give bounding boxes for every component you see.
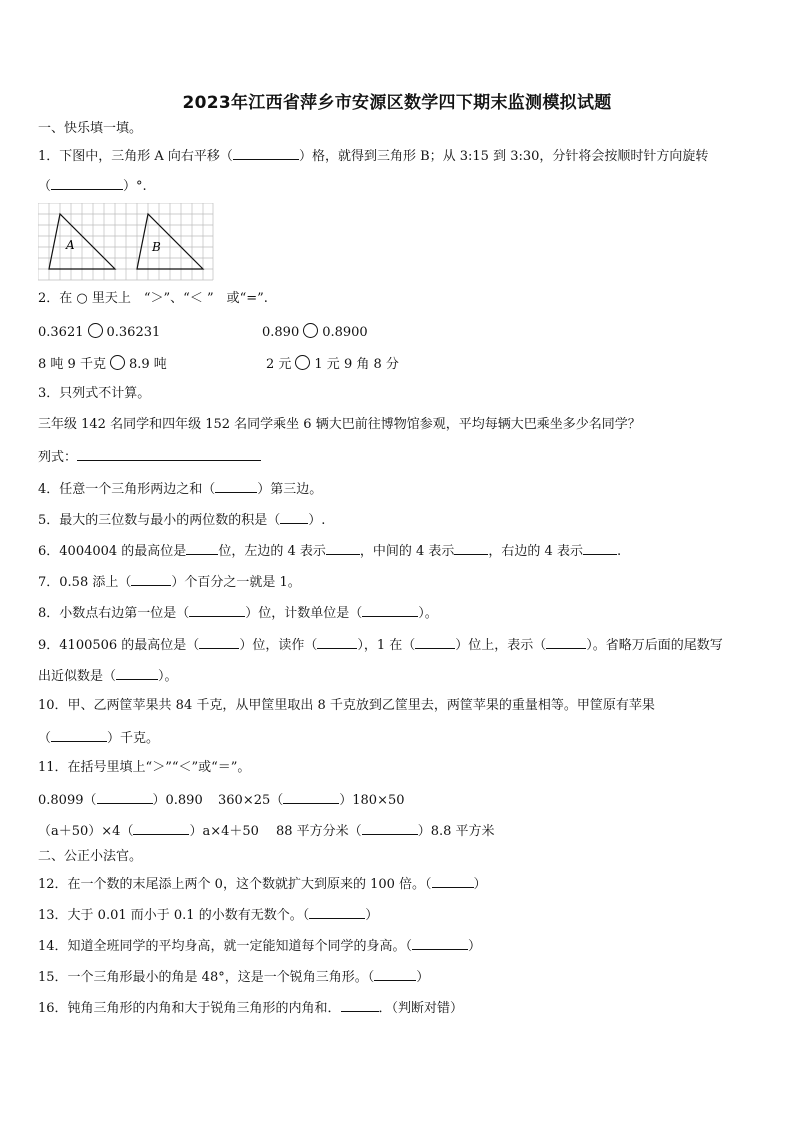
question-12-text-b: ） (473, 877, 487, 892)
question-15 (38, 968, 429, 986)
question-8 (38, 604, 438, 622)
compare-left: 2 元 (266, 357, 292, 372)
question-8-text-c: ）。 (418, 606, 438, 621)
question-10-line-2 (38, 729, 159, 747)
compare-left: 0.3621 (38, 325, 84, 340)
question-16-text-a: 16．钝角三角形的内角和大于锐角三角形的内角和． (38, 1001, 341, 1016)
page-title: 2023年江西省萍乡市安源区数学四下期末监测模拟试题 (182, 93, 612, 113)
question-5-text-b: ）. (308, 513, 326, 528)
answer-blank[interactable] (546, 636, 586, 649)
question-16-text-b: ．（判断对错） (378, 1001, 464, 1016)
section-heading-1: 一、快乐填一填。 (38, 121, 143, 136)
answer-blank[interactable] (51, 177, 123, 190)
compare-circle[interactable] (303, 323, 318, 338)
answer-blank[interactable] (189, 604, 245, 617)
question-10-text-c: ）千克。 (107, 731, 160, 746)
answer-blank[interactable] (415, 636, 455, 649)
question-9-text-a: 9．4100506 的最高位是（ (38, 638, 200, 653)
question-11-text: ）8.8 平方米 (417, 824, 495, 839)
answer-blank[interactable] (454, 542, 488, 555)
question-11-text: 360×25（ (218, 793, 284, 808)
question-11-text: 0.8099（ (38, 793, 97, 808)
answer-blank[interactable] (341, 999, 379, 1012)
answer-blank[interactable] (131, 573, 171, 586)
question-6-text-e: . (616, 544, 622, 559)
question-12-text-a: 12．在一个数的末尾添上两个 0，这个数就扩大到原来的 100 倍。（ (38, 877, 432, 892)
answer-blank[interactable] (97, 791, 153, 804)
question-4-text-b: ）第三边。 (257, 482, 323, 497)
formula-label: 列式： (38, 450, 78, 465)
question-9-text-b: ）位，读作（ (239, 638, 318, 653)
compare-right: 0.8900 (322, 325, 368, 340)
question-6-text-d: ，右边的 4 表示 (488, 544, 583, 559)
question-9-text-c: ），1 在（ (357, 638, 416, 653)
answer-blank[interactable] (362, 604, 418, 617)
question-1 (38, 147, 708, 165)
question-13-text-a: 13．大于 0.01 而小于 0.1 的小数有无数个。（ (38, 908, 310, 923)
question-11-text: 88 平方分米（ (276, 824, 362, 839)
triangle-a-label: A (66, 238, 75, 252)
question-6-text-b: 位，左边的 4 表示 (218, 544, 326, 559)
triangle-grid-figure (38, 203, 214, 281)
question-11-text: （a＋50）×4（ (38, 824, 134, 839)
formula-blank[interactable] (77, 448, 261, 461)
question-3-body: 三年级 142 名同学和四年级 152 名同学乘坐 6 辆大巴前往博物馆参观，平均每辆大巴乘坐多少名同学？ (38, 417, 641, 432)
compare-circle[interactable] (295, 355, 310, 370)
compare-right: 1 元 9 角 8 分 (314, 357, 399, 372)
question-14-text-b: ） (468, 939, 482, 954)
answer-blank[interactable] (412, 937, 468, 950)
answer-blank[interactable] (215, 480, 257, 493)
question-16 (38, 999, 463, 1017)
question-12 (38, 875, 487, 893)
question-10-text-b: （ (38, 731, 52, 746)
triangle-b-label: B (152, 240, 161, 254)
question-7 (38, 573, 301, 591)
question-5 (38, 511, 325, 529)
compare-right: 0.36231 (106, 325, 161, 340)
question-11-text: ）a×4＋50 (189, 824, 259, 839)
question-3-formula (38, 448, 261, 466)
question-13-text-b: ） (365, 908, 379, 923)
question-6 (38, 542, 621, 560)
answer-blank[interactable] (133, 822, 189, 835)
compare-left: 8 吨 9 千克 (38, 357, 106, 372)
compare-row-1 (38, 323, 160, 341)
question-9-text-d: ）位上，表示（ (455, 638, 547, 653)
question-5-text-a: 5．最大的三位数与最小的两位数的积是（ (38, 513, 281, 528)
compare-right: 8.9 吨 (128, 357, 167, 372)
question-4-text-a: 4．任意一个三角形两边之和（ (38, 482, 216, 497)
answer-blank[interactable] (283, 791, 339, 804)
question-8-text-b: ）位，计数单位是（ (245, 606, 363, 621)
answer-blank[interactable] (309, 906, 365, 919)
question-6-text-c: ，中间的 4 表示 (359, 544, 455, 559)
answer-blank[interactable] (51, 729, 107, 742)
question-7-text-b: ）个百分之一就是 1。 (171, 575, 301, 590)
section-heading-2: 二、公正小法官。 (38, 849, 143, 864)
question-8-text-a: 8．小数点右边第一位是（ (38, 606, 190, 621)
question-2: 2．在 ○ 里天上 “＞”、“＜ ” 或“=”. (38, 291, 268, 306)
question-1-line-2 (38, 177, 147, 195)
answer-blank[interactable] (326, 542, 360, 555)
compare-circle[interactable] (88, 323, 103, 338)
answer-blank[interactable] (199, 636, 239, 649)
answer-blank[interactable] (317, 636, 357, 649)
compare-row-2-col-2 (266, 355, 399, 373)
question-14 (38, 937, 481, 955)
question-9-text-g: ）。 (158, 669, 178, 684)
compare-left: 0.890 (262, 325, 300, 340)
question-13 (38, 906, 378, 924)
question-9 (38, 636, 723, 654)
compare-circle[interactable] (110, 355, 125, 370)
answer-blank[interactable] (186, 542, 218, 555)
question-11-row-1 (38, 791, 203, 809)
compare-row-1-col-2 (262, 323, 368, 341)
question-11-row-1-col-2 (218, 791, 405, 809)
question-11-text: ）180×50 (339, 793, 405, 808)
question-6-text-a: 6．4004004 的最高位是 (38, 544, 187, 559)
compare-row-2 (38, 355, 167, 373)
question-1-text-b: ）格，就得到三角形 B；从 3:15 到 3:30，分针将会按顺时针方向旋转 (298, 149, 709, 164)
question-11: 11．在括号里填上“＞”“＜”或“＝”。 (38, 760, 251, 775)
question-15-text-b: ） (416, 970, 430, 985)
question-1-text-a: 1．下图中，三角形 A 向右平移（ (38, 149, 233, 164)
answer-blank[interactable] (432, 875, 474, 888)
question-7-text-a: 7．0.58 添上（ (38, 575, 132, 590)
question-3: 3．只列式不计算。 (38, 386, 151, 401)
answer-blank[interactable] (280, 511, 308, 524)
answer-blank[interactable] (374, 968, 416, 981)
answer-blank[interactable] (362, 822, 418, 835)
question-14-text-a: 14．知道全班同学的平均身高，就一定能知道每个同学的身高。（ (38, 939, 413, 954)
question-10: 10．甲、乙两筐苹果共 84 千克，从甲筐里取出 8 千克放到乙筐里去，两筐苹果的重量相等。甲筐原有苹果 (38, 698, 655, 713)
answer-blank[interactable] (233, 147, 299, 160)
question-9-text-e: ）。省略万后面的尾数写 (586, 638, 723, 653)
answer-blank[interactable] (116, 667, 158, 680)
question-9-line-2 (38, 667, 178, 685)
answer-blank[interactable] (583, 542, 617, 555)
question-11-text: ）0.890 (152, 793, 203, 808)
question-1-text-c: （ (38, 179, 52, 194)
question-15-text-a: 15．一个三角形最小的角是 48°，这是一个锐角三角形。（ (38, 970, 375, 985)
question-11-row-2-col-2 (276, 822, 495, 840)
question-9-text-f: 出近似数是（ (38, 669, 117, 684)
question-1-text-d: ）°. (123, 179, 147, 194)
question-4 (38, 480, 322, 498)
question-11-row-2 (38, 822, 259, 840)
